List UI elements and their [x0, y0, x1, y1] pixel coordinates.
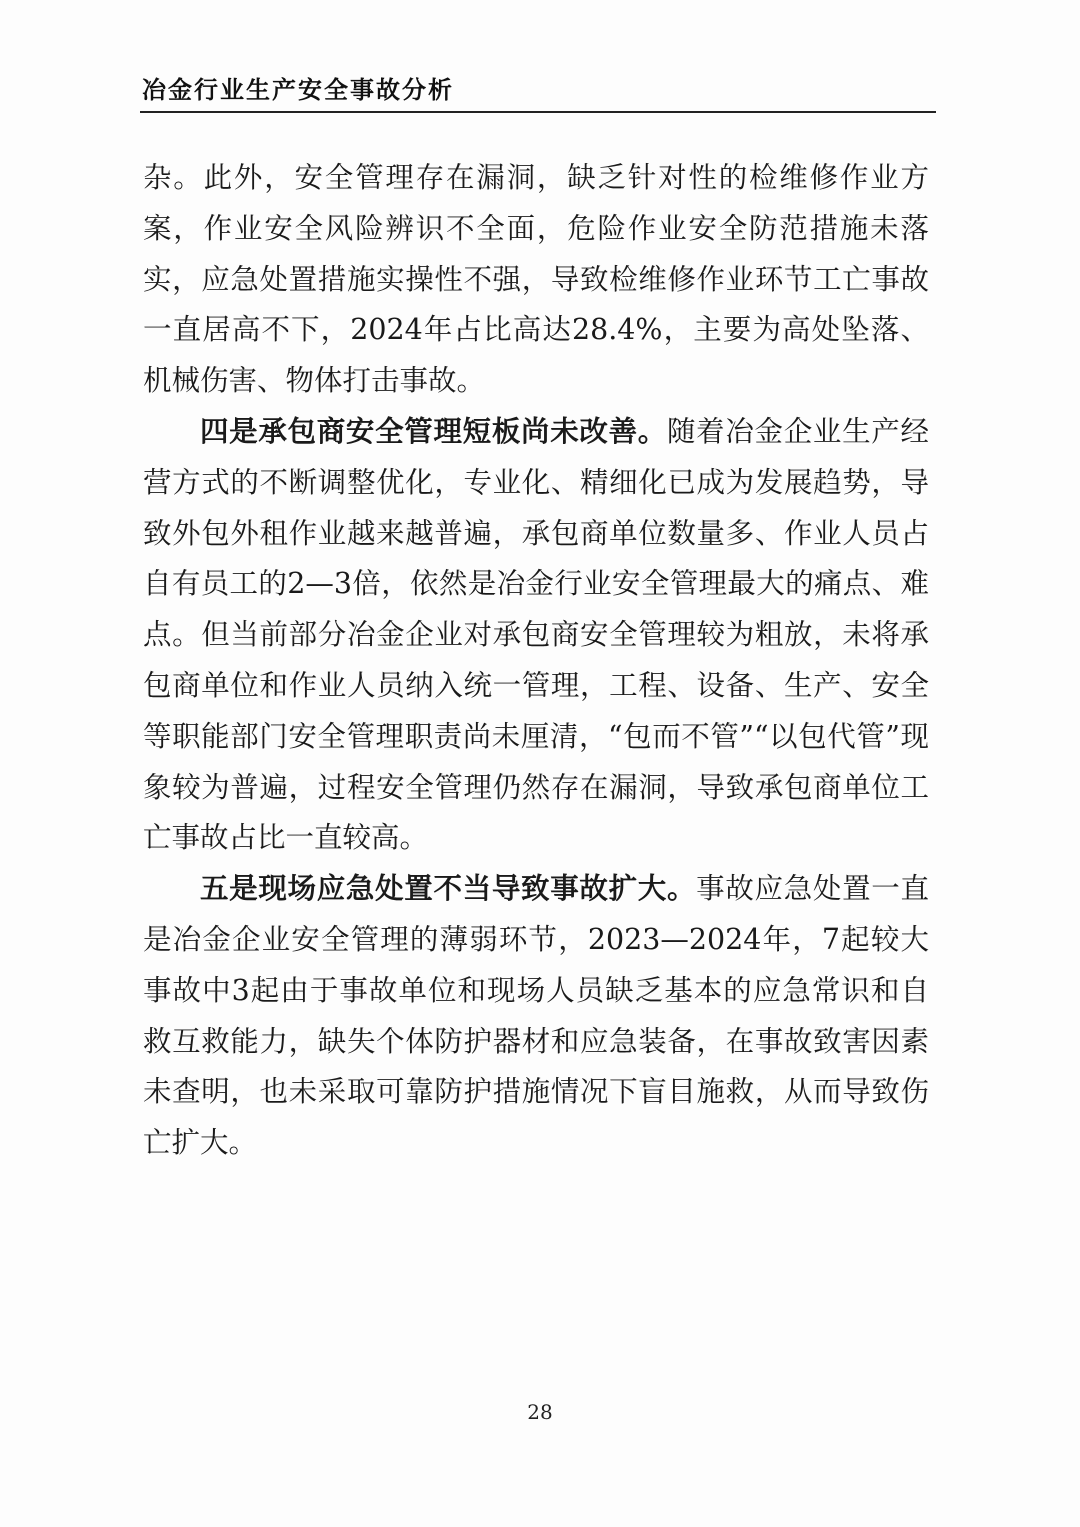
paragraph-contractor-management [143, 407, 929, 864]
paragraph-text: 随着冶金企业生产经营方式的不断调整优化，专业化、精细化已成为发展趋势，导致外包外租作业越来越普遍，承包商单位数量多、作业人员占自有员工的2—3倍，依然是冶金行业安全管理最大的痛点、难点。但当前部分冶金企业对承包商安全管理较为粗放，未将承包商单位和作业人员纳入统一管理，工程、设备、生产、安全等职能部门安全管理职责尚未厘清，“包而不管”“以包代管”现象较为普遍，过程安全管理仍然存在漏洞，导致承包商单位工亡事故占比一直较高。 [143, 414, 929, 855]
paragraph-lead-heading: 四是承包商安全管理短板尚未改善。 [200, 414, 667, 448]
paragraph-continuation [143, 153, 929, 407]
body-text [143, 153, 929, 1169]
running-header-title: 冶金行业生产安全事故分析 [142, 76, 454, 104]
paragraph-text: 事故应急处置一直是冶金企业安全管理的薄弱环节，2023—2024年，7起较大事故中3起由于事故单位和现场人员缺乏基本的应急常识和自救互救能力，缺失个体防护器材和应急装备，在事故致害因素未查明，也未采取可靠防护措施情况下盲目施救，从而导致伤亡扩大。 [143, 872, 929, 1160]
page-number: 28 [527, 1400, 553, 1424]
header-rule [140, 111, 936, 113]
paragraph-emergency-response [143, 864, 929, 1169]
paragraph-lead-heading: 五是现场应急处置不当导致事故扩大。 [200, 872, 697, 906]
paragraph-text: 杂。此外，安全管理存在漏洞，缺乏针对性的检维修作业方案，作业安全风险辨识不全面，危险作业安全防范措施未落实，应急处置措施实操性不强，导致检维修作业环节工亡事故一直居高不下，2024年占比高达28.4%，主要为高处坠落、机械伤害、物体打击事故。 [143, 161, 929, 398]
